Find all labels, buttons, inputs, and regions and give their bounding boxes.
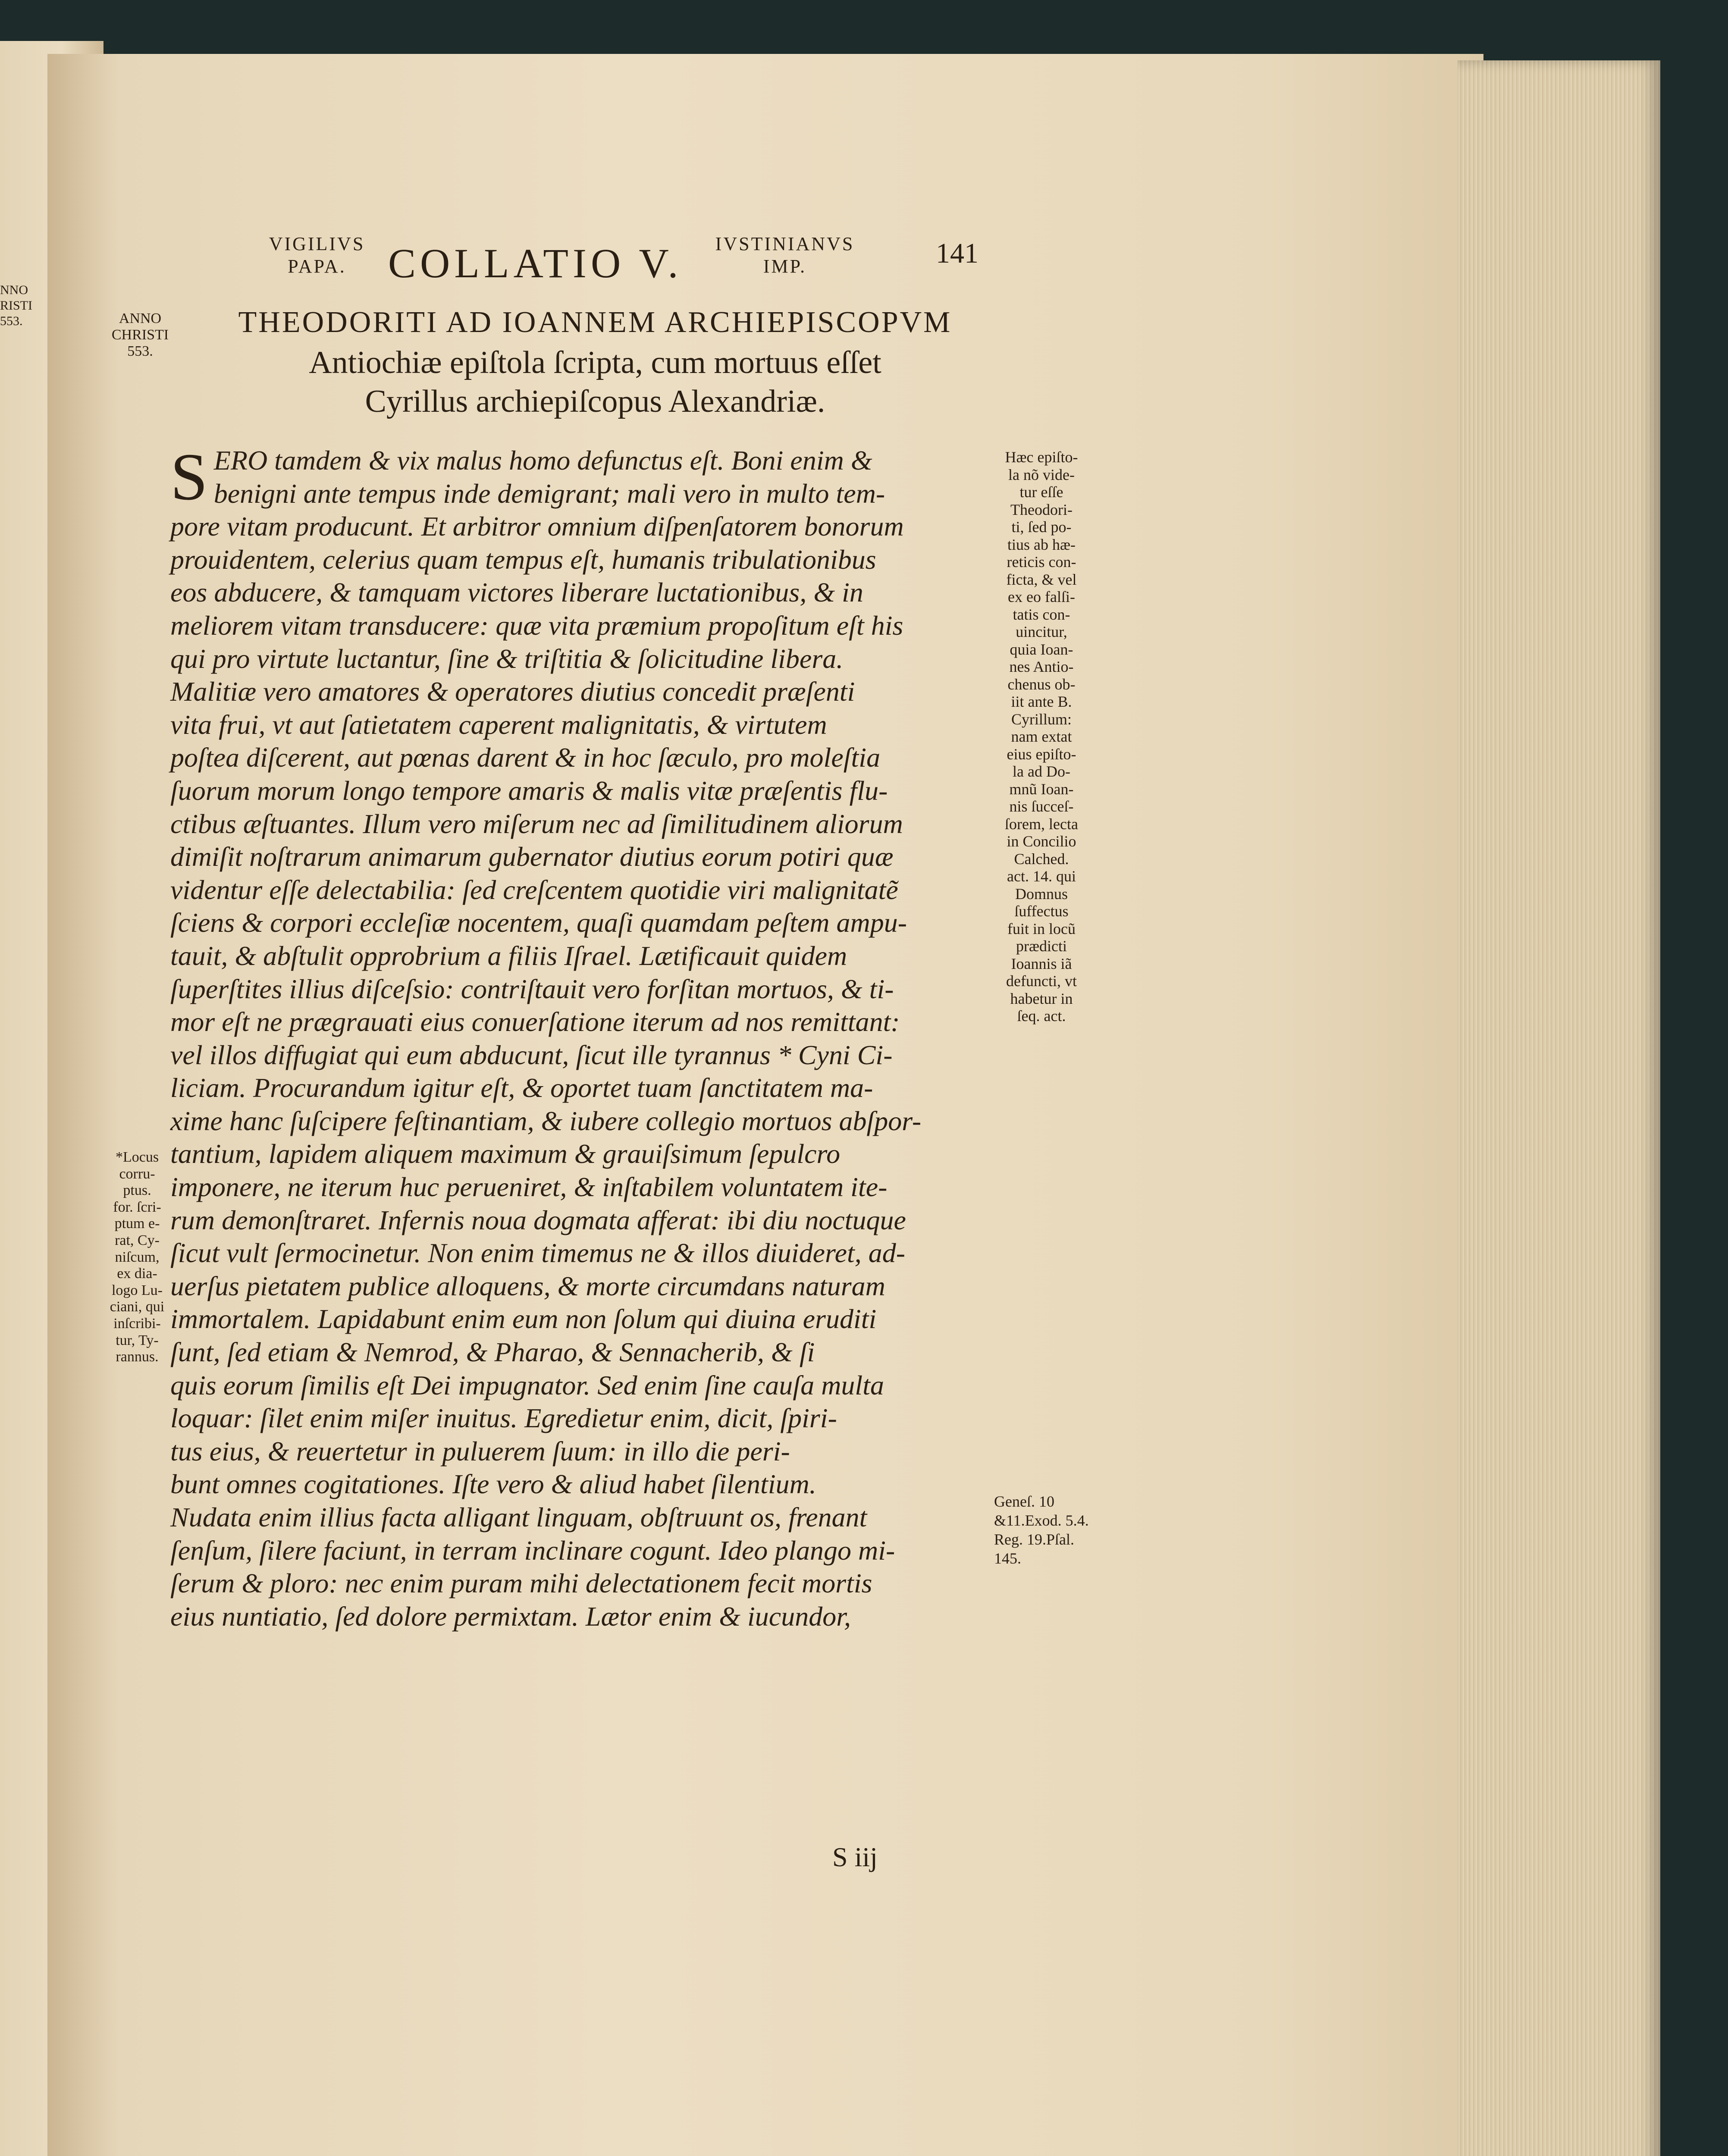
right-note-line: defuncti, vt xyxy=(1006,972,1077,990)
left-edge-line: RISTI xyxy=(0,298,32,313)
body-line: eos abducere, & tamquam victores liberare luctationibus, & in xyxy=(170,577,863,608)
left-note-line: for. ſcri- xyxy=(113,1199,161,1215)
reference-line: 11. xyxy=(1006,1512,1025,1529)
right-note-line: fuit in locũ xyxy=(1007,920,1076,937)
right-note-line: nis ſucceſ- xyxy=(1009,798,1074,815)
right-note-line: Domnus xyxy=(1015,885,1068,903)
body-line: ſunt, ſed etiam & Nemrod, & Pharao, & Sennacherib, & ſi xyxy=(170,1337,815,1368)
body-line: benigni ante tempus inde demigrant; mali vero in multo tem- xyxy=(213,478,885,509)
body-line: rum demonſtraret. Infernis noua dogmata afferat: ibi diu noctuque xyxy=(170,1204,906,1235)
title-line-3: Cyrillus archiepiſcopus Alexandriæ. xyxy=(365,384,825,419)
title-line-1: THEODORITI AD IOANNEM ARCHIEPISCOPVM xyxy=(238,306,952,339)
right-note-line: Ioannis iã xyxy=(1011,955,1072,972)
right-note-line: prædicti xyxy=(1016,937,1067,955)
right-note-line: ficta, & vel xyxy=(1006,570,1077,588)
left-edge-line: 553. xyxy=(0,314,23,328)
body-line: vita frui, vt aut ſatietatem caperent malignitatis, & virtutem xyxy=(170,709,827,740)
right-note-line: ſorem, lecta xyxy=(1005,815,1078,833)
body-line: tauit, & abſtulit opprobrium a filiis Iſrael. Lætificauit quidem xyxy=(170,940,847,971)
right-note-line: nes Antio- xyxy=(1009,658,1074,675)
anno-line: 553. xyxy=(127,343,153,359)
right-note-line: eius epiſto- xyxy=(1007,745,1076,763)
body-line: Nudata enim illius facta alligant linguam, obſtruunt os, frenant xyxy=(170,1502,867,1532)
left-note-line: logo Lu- xyxy=(111,1282,163,1298)
right-note-line: la nõ vide- xyxy=(1008,466,1075,483)
body-line: imponere, ne iterum huc perueniret, & inſtabilem voluntatem ite- xyxy=(170,1172,888,1203)
right-note-line: in Concilio xyxy=(1007,833,1076,850)
body-line: immortalem. Lapidabunt enim eum non ſolum qui diuina eruditi xyxy=(170,1304,877,1335)
body-line: loquar: ſilet enim miſer inuitus. Egredietur enim, dicit, ſpiri- xyxy=(170,1403,837,1434)
body-line: Malitiæ vero amatores & operatores diutius concedit præſenti xyxy=(170,676,855,707)
body-line: meliorem vitam transducere: quæ vita præmium propoſitum eſt his xyxy=(170,610,903,641)
left-note-line: tur, Ty- xyxy=(116,1332,159,1348)
right-note-line: ti, ſed po- xyxy=(1011,518,1072,536)
right-note-line: Calched. xyxy=(1014,850,1069,868)
running-head xyxy=(254,233,1000,285)
anno-line: ANNO xyxy=(119,310,162,326)
left-note-line: rat, Cy- xyxy=(115,1232,160,1248)
page-number: 141 xyxy=(936,238,978,269)
body-line: prouidentem, celerius quam tempus eſt, humanis tribulationibus xyxy=(170,544,876,575)
left-edge-line: NNO xyxy=(0,283,28,297)
page-edges xyxy=(1458,60,1660,2156)
right-note-line: nam extat xyxy=(1011,728,1072,745)
left-note-line: ciani, qui xyxy=(110,1299,165,1315)
reference-line: Exod. 5. xyxy=(1025,1512,1077,1529)
right-note-line: tatis con- xyxy=(1013,605,1070,623)
right-note-line: reticis con- xyxy=(1007,553,1076,570)
body-line: tus eius, & reuertetur in puluerem ſuum: in illo die peri- xyxy=(170,1435,790,1467)
right-note-line: uincitur, xyxy=(1016,623,1067,640)
right-margin-note xyxy=(992,448,1091,1025)
right-note-line: iit ante B. xyxy=(1011,693,1072,710)
body-line: ſciens & corpori eccleſiæ nocentem, quaſi quamdam peſtem ampu- xyxy=(170,907,907,938)
left-note-line: inſcribi- xyxy=(113,1315,161,1332)
left-note-line: ex dia- xyxy=(117,1266,157,1282)
right-note-line: quia Ioan- xyxy=(1010,640,1073,658)
right-note-line: habetur in xyxy=(1010,990,1073,1007)
body-line: qui pro virtute luctantur, ſine & triſtitia & ſolicitudine libera. xyxy=(170,643,844,674)
running-head-right-bottom: IMP. xyxy=(763,256,807,277)
body-line: bunt omnes cogitationes. Iſte vero & aliud habet ſilentium. xyxy=(170,1469,816,1500)
right-note-line: chenus ob- xyxy=(1007,675,1076,693)
right-note-line: mnũ Ioan- xyxy=(1009,780,1074,798)
body-line: ctibus æſtuantes. Illum vero miſerum nec ad ſimilitudinem aliorum xyxy=(170,808,903,839)
running-head-left-top: VIGILIVS xyxy=(269,233,365,254)
reference-line: 4. Reg. 19. xyxy=(994,1512,1089,1548)
signature-mark: S iij xyxy=(832,1842,878,1872)
body-line: quis eorum ſimilis eſt Dei impugnator. Sed enim ſine cauſa multa xyxy=(170,1369,884,1401)
body-line: uerſus pietatem publice alloquens, & morte circumdans naturam xyxy=(170,1270,885,1301)
left-margin-note xyxy=(98,1149,176,1366)
right-note-line: tur eſſe xyxy=(1019,483,1063,501)
right-note-line: la ad Do- xyxy=(1013,763,1070,780)
margin-year-annotation xyxy=(99,310,181,360)
left-note-line: corru- xyxy=(119,1166,155,1182)
body-line: liciam. Procurandum igitur eſt, & oportet tuam ſanctitatem ma- xyxy=(170,1072,873,1103)
body-line: mor eſt ne prægrauati eius conuerſatione iterum ad nos remittant: xyxy=(170,1006,900,1037)
right-note-line: ſuffectus xyxy=(1014,903,1069,920)
running-head-left-bottom: PAPA. xyxy=(288,256,346,277)
body-line: pore vitam producunt. Et arbitror omnium diſpenſatorem bonorum xyxy=(170,511,904,542)
body-line: eius nuntiatio, ſed dolore permixtam. Lætor enim & iucundor, xyxy=(170,1601,851,1632)
body-line: ſicut vult ſermocinetur. Non enim timemus ne & illos diuideret, ad- xyxy=(170,1238,906,1269)
reference-line: Pſal. 145. xyxy=(994,1531,1075,1567)
left-note-line: rannus. xyxy=(116,1349,159,1365)
body-line: ſerum & ploro: nec enim puram mihi delectationem fecit mortis xyxy=(170,1568,872,1599)
running-head-title: COLLATIO V. xyxy=(388,240,683,286)
left-note-line: *Locus xyxy=(115,1149,159,1165)
left-note-line: niſcum, xyxy=(115,1249,160,1265)
body-line: ſuperſtites illius diſceſsio: contriſtauit vero forſitan mortuos, & ti- xyxy=(170,973,894,1004)
body-line: poſtea diſcerent, aut pœnas darent & in hoc ſæculo, pro moleſtia xyxy=(170,742,881,773)
left-note-line: ptum e- xyxy=(114,1216,160,1232)
body-line: xime hanc ſuſcipere feſtinantiam, & iubere collegio mortuos abſpor- xyxy=(170,1105,922,1136)
right-note-line: Cyrillum: xyxy=(1011,710,1072,728)
right-note-line: ex eo falſi- xyxy=(1008,588,1075,605)
body-line: ERO tamdem & vix malus homo defunctus eſt. Boni enim & xyxy=(213,445,872,476)
right-note-line: tius ab hæ- xyxy=(1007,536,1076,553)
body-line: tantium, lapidem aliquem maximum & grauiſsimum ſepulcro xyxy=(170,1138,840,1169)
left-page-edge-text xyxy=(0,282,32,329)
anno-line: CHRISTI xyxy=(111,327,169,343)
title-line-2: Antiochiæ epiſtola ſcripta, cum mortuus eſſet xyxy=(309,345,881,380)
body-text xyxy=(170,439,985,1633)
running-head-right-top: IVSTINIANVS xyxy=(715,233,855,254)
right-note-line: ſeq. act. xyxy=(1017,1007,1066,1025)
left-note-line: ptus. xyxy=(123,1182,151,1199)
body-line: ſuorum morum longo tempore amaris & malis vitæ præſentis flu- xyxy=(170,775,888,806)
body-line: videntur eſſe delectabilia: ſed creſcentem quotidie viri malignitatẽ xyxy=(170,874,898,905)
reference-line: Geneſ. 10 & xyxy=(994,1493,1054,1529)
letter-title xyxy=(190,302,1000,421)
right-note-line: Theodori- xyxy=(1010,501,1073,518)
body-line: ſenſum, ſilere faciunt, in terram inclinare cogunt. Ideo plango mi- xyxy=(170,1535,895,1566)
right-margin-references xyxy=(994,1492,1089,1568)
right-note-line: act. 14. qui xyxy=(1007,868,1076,885)
body-line: vel illos diffugiat qui eum abducunt, ſicut ille tyrannus * Cyni Ci- xyxy=(170,1039,893,1070)
drop-cap: S xyxy=(170,439,208,514)
body-line: dimiſit noſtrarum animarum gubernator diutius eorum potiri quæ xyxy=(170,841,894,872)
right-note-line: Hæc epiſto- xyxy=(1005,448,1078,466)
